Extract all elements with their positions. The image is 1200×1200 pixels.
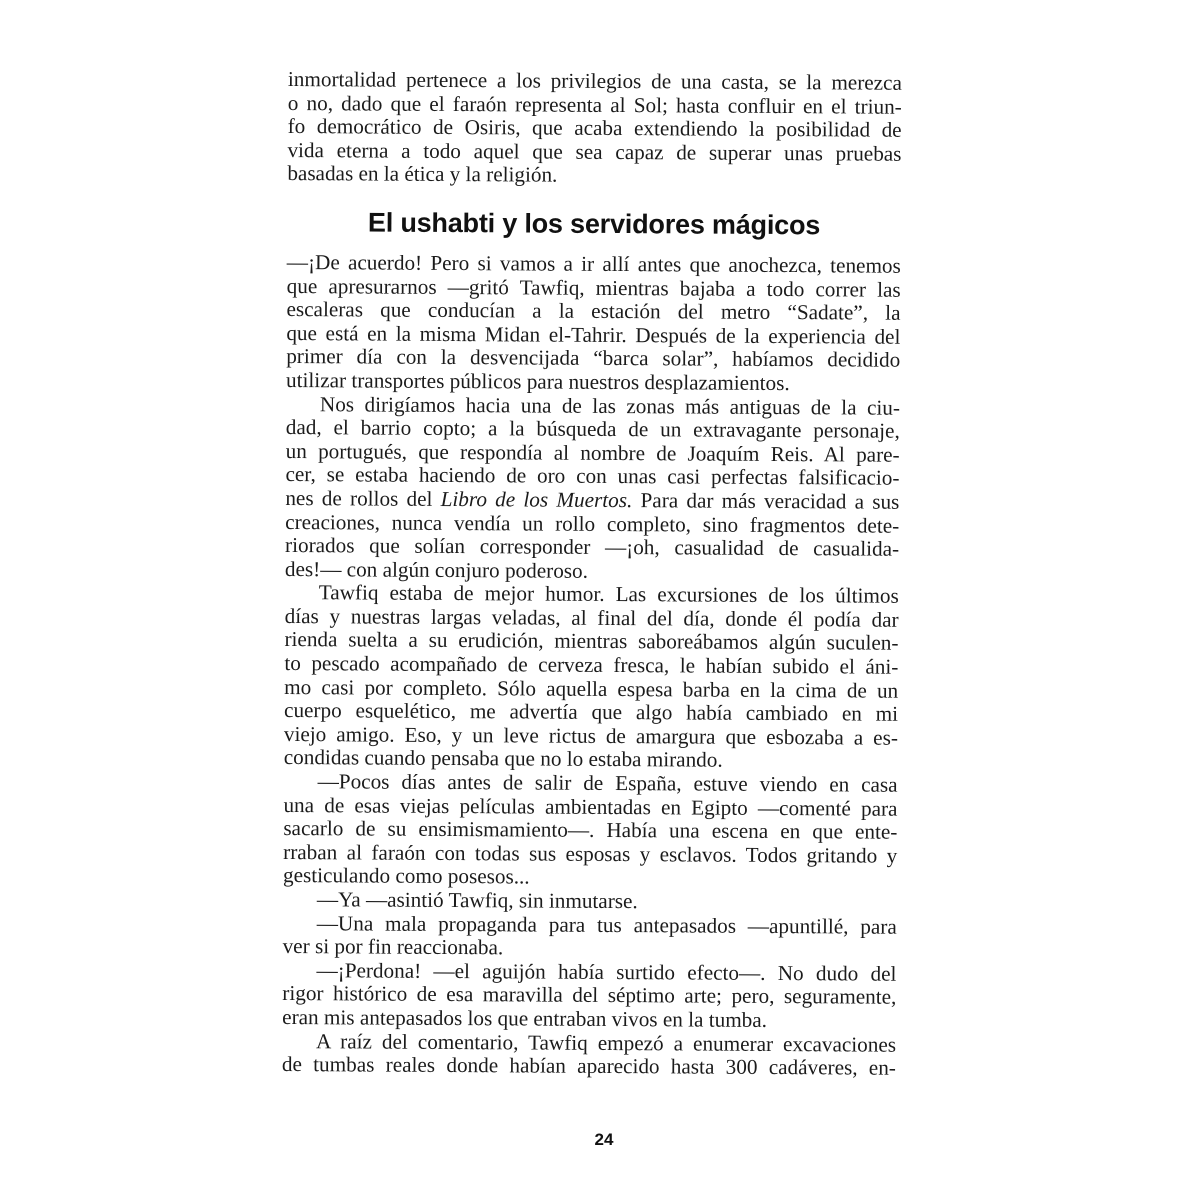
text-line: de tumbas reales donde habían aparecido hasta 300 cadáveres, en- bbox=[281, 1052, 896, 1080]
text-line: sacarlo de su ensimismamiento—. Había una escena en que ente- bbox=[283, 816, 898, 844]
paragraph bbox=[282, 959, 896, 1034]
paragraph bbox=[283, 912, 897, 963]
text-line: basadas en la ética y la religión. bbox=[287, 161, 558, 188]
text-fragment: nes de rollos del bbox=[285, 485, 441, 511]
text-line: escaleras que conducían a la estación del metro “Sadate”, la bbox=[286, 297, 901, 325]
text-line: Nos dirigíamos hacia una de las zonas más antiguas de la ciu- bbox=[319, 391, 901, 420]
text-line: fo democrático de Osiris, que acaba extendiendo la posibilidad de bbox=[287, 114, 902, 142]
text-line: eran mis antepasados los que entraban vivos en la tumba. bbox=[282, 1004, 768, 1032]
page-number: 24 bbox=[594, 1130, 614, 1149]
text-line: rienda suelta a su erudición, mientras saboreábamos algún suculen- bbox=[284, 627, 899, 656]
text-line: una de esas viejas películas ambientadas en Egipto —comenté para bbox=[283, 792, 898, 821]
intro-paragraph bbox=[287, 68, 902, 190]
text-line: primer día con la desvencijada “barca solar”, habíamos decidido bbox=[286, 344, 901, 373]
text-line: riorados que solían corresponder —¡oh, casualidad de casualida- bbox=[285, 533, 900, 561]
text-line: vida eterna a todo aquel que sea capaz de superar unas pruebas bbox=[287, 137, 902, 166]
text-line: un portugués, que respondía al nombre de Joaquím Reis. Al pare- bbox=[285, 438, 900, 467]
paragraph bbox=[285, 393, 900, 585]
text-line: días y nuestras largas veladas, al final del día, donde él podía dar bbox=[284, 603, 899, 632]
paragraph bbox=[283, 770, 898, 892]
text-line: ver si por fin reaccionaba. bbox=[282, 934, 504, 960]
text-fragment: Para dar más veracidad a sus bbox=[632, 488, 900, 514]
text-line: utilizar transportes públicos para nuestros desplazamientos. bbox=[286, 367, 790, 396]
text-line: rigor histórico de esa maravilla del séptimo arte; pero, seguramente, bbox=[282, 981, 897, 1010]
text-line: —Pocos días antes de salir de España, estuve viendo en casa bbox=[317, 769, 898, 797]
text-line: inmortalidad pertenece a los privilegios de una casta, se la merezca bbox=[287, 67, 902, 95]
text-line: mo casi por completo. Sólo aquella espesa barba en la cima de un bbox=[284, 674, 899, 703]
text-line: —Una mala propaganda para tus antepasados —apuntillé, para bbox=[316, 910, 897, 939]
paragraph bbox=[284, 581, 899, 773]
text-line: A raíz del comentario, Tawfiq empezó a enumerar excavaciones bbox=[315, 1028, 897, 1057]
text-line: rraban al faraón con todas sus esposas y esclavos. Todos gritando y bbox=[283, 839, 898, 868]
text-line: viejo amigo. Eso, y un leve rictus de amargura que esbozaba a es- bbox=[283, 721, 898, 750]
text-line: creaciones, nunca vendía un rollo completo, sino fragmentos dete- bbox=[285, 509, 900, 538]
text-line: o no, dado que el faraón representa al Sol; hasta confluir en el triun- bbox=[287, 90, 902, 119]
text-line: —¡De acuerdo! Pero si vamos a ir allí antes que anochezca, tenemos bbox=[286, 249, 901, 278]
text-line: des!— con algún conjuro poderoso. bbox=[284, 556, 589, 583]
paragraph bbox=[286, 251, 901, 396]
text-line: —Ya —asintió Tawfiq, sin inmutarse. bbox=[316, 887, 638, 914]
text-line: gesticulando como posesos... bbox=[282, 863, 530, 889]
text-line: cer, se estaba haciendo de oro con unas casi perfectas falsificacio- bbox=[285, 462, 900, 491]
text-line: —¡Perdona! —el aguijón había surtido efecto—. No dudo del bbox=[316, 957, 897, 986]
section-heading: El ushabti y los servidores mágicos bbox=[367, 207, 821, 241]
body-text bbox=[282, 68, 902, 1080]
book-title-italic: Libro de los Muertos. bbox=[440, 486, 633, 513]
paragraph bbox=[282, 1030, 896, 1081]
text-line: condidas cuando pensaba que no lo estaba mirando. bbox=[283, 745, 723, 773]
text-line: Tawfiq estaba de mejor humor. Las excursiones de los últimos bbox=[318, 580, 899, 609]
text-line: cuerpo esquelético, me advertía que algo había cambiado en mi bbox=[284, 698, 899, 726]
text-line: dad, el barrio copto; a la búsqueda de un extravagante personaje, bbox=[285, 415, 900, 443]
text-line: que está en la misma Midan el-Tahrir. Después de la experiencia del bbox=[286, 320, 901, 349]
text-line: to pescado acompañado de cerveza fresca, le habían subido el áni- bbox=[284, 651, 899, 679]
text-line: que apresurarnos —gritó Tawfiq, mientras bajaba a todo correr las bbox=[286, 273, 901, 302]
